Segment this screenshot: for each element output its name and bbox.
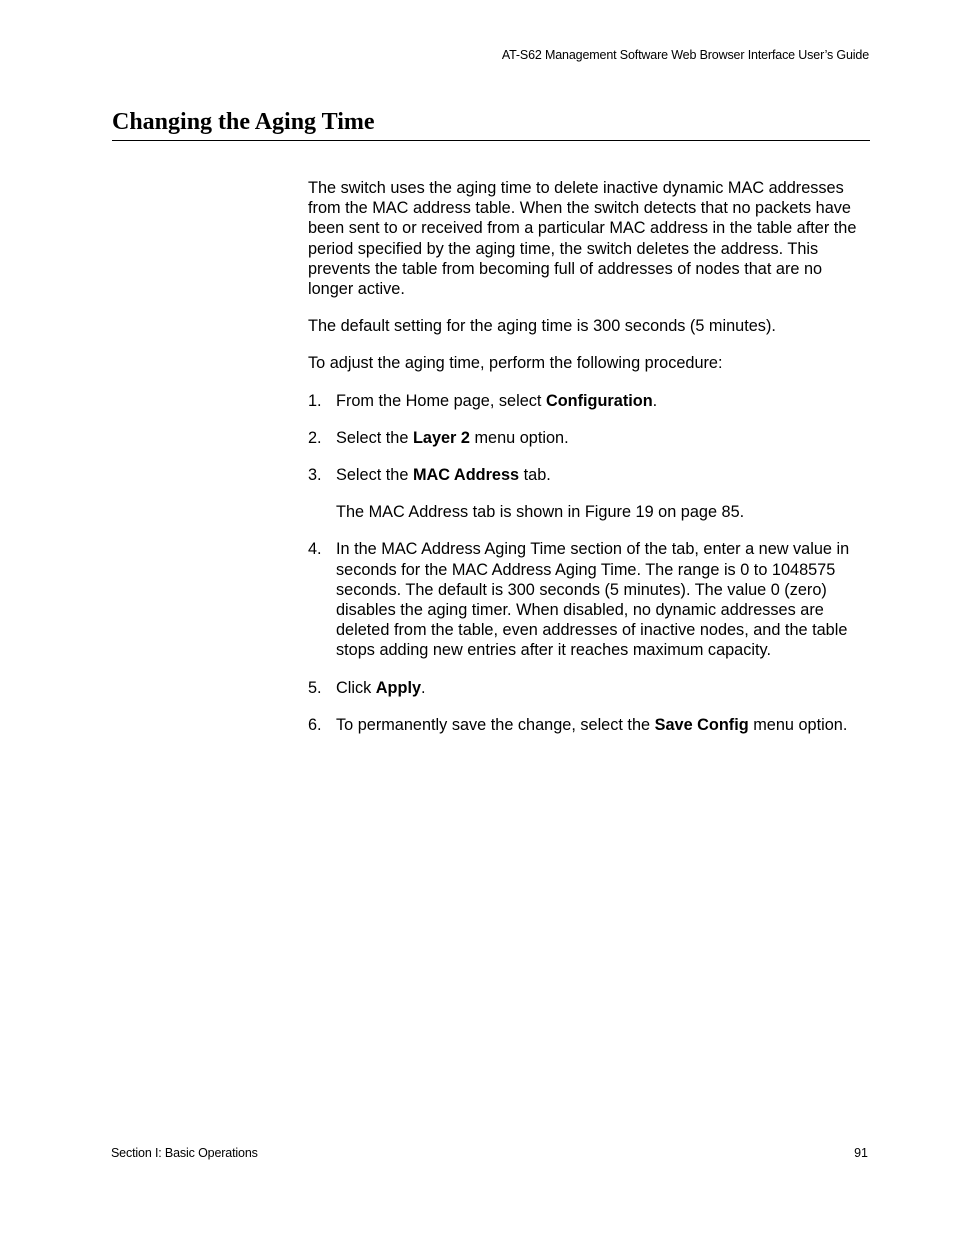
step-text: .	[421, 678, 426, 697]
step-ui-term: Layer 2	[412, 428, 470, 447]
intro-paragraph: The switch uses the aging time to delete inactive dynamic MAC addresses from the MAC address table. When the switch detects that no packets have been sent to or received from a particular MAC address in the table after the period specified by the aging time, the switch deletes the address. This prevents the table from becoming full of addresses of nodes that are no longer active.	[308, 179, 857, 299]
step-2	[308, 428, 870, 448]
page-number: 91	[854, 1146, 868, 1160]
step-number: 2.	[308, 428, 322, 447]
step-text: From the Home page, select	[336, 391, 546, 410]
step-number: 6.	[308, 715, 322, 734]
step-text: menu option.	[748, 715, 848, 734]
procedure-intro: To adjust the aging time, perform the following procedure:	[308, 354, 723, 373]
body-text	[308, 178, 870, 752]
step-text: .	[652, 391, 658, 410]
default-setting-paragraph: The default setting for the aging time is 300 seconds (5 minutes).	[308, 317, 776, 336]
title-divider	[112, 140, 870, 141]
step-ui-term: MAC Address	[412, 466, 520, 485]
step-text: Click	[336, 678, 376, 697]
step-ui-term: Save Config	[654, 715, 749, 734]
step-number: 3.	[308, 466, 322, 485]
step-text: Select the	[336, 466, 413, 485]
step-text: To permanently save the change, select the	[336, 715, 655, 734]
step-text: tab.	[519, 466, 551, 485]
footer-section-label: Section I: Basic Operations	[111, 1146, 258, 1160]
step-text: menu option.	[469, 428, 569, 447]
step-ui-term: Apply	[375, 678, 422, 697]
step-1	[308, 391, 870, 411]
page-title: Changing the Aging Time	[112, 109, 375, 135]
procedure-steps	[308, 391, 870, 735]
step-ui-term: Configuration	[545, 391, 653, 410]
running-header: AT-S62 Management Software Web Browser Interface User’s Guide	[501, 48, 869, 62]
step-number: 5.	[308, 678, 322, 697]
step-4	[308, 539, 870, 660]
step-5	[308, 678, 870, 698]
step-text: Select the	[336, 428, 413, 447]
step-text: In the MAC Address Aging Time section of the tab, enter a new value in seconds for the MAC Address Aging Time. The range is 0 to 1048575 seconds. The default is 300 seconds (5 minutes). The value 0 (zero) disables the aging timer. When disabled, no dynamic addresses are deleted from the table, even addresses of inactive nodes, and the table stops adding new entries after it reaches maximum capacity.	[336, 540, 850, 660]
step-number: 4.	[308, 540, 322, 559]
step-6	[308, 715, 870, 735]
step-3	[308, 465, 870, 522]
step-number: 1.	[308, 391, 322, 410]
step-note: The MAC Address tab is shown in Figure 19 on page 85.	[336, 503, 745, 522]
